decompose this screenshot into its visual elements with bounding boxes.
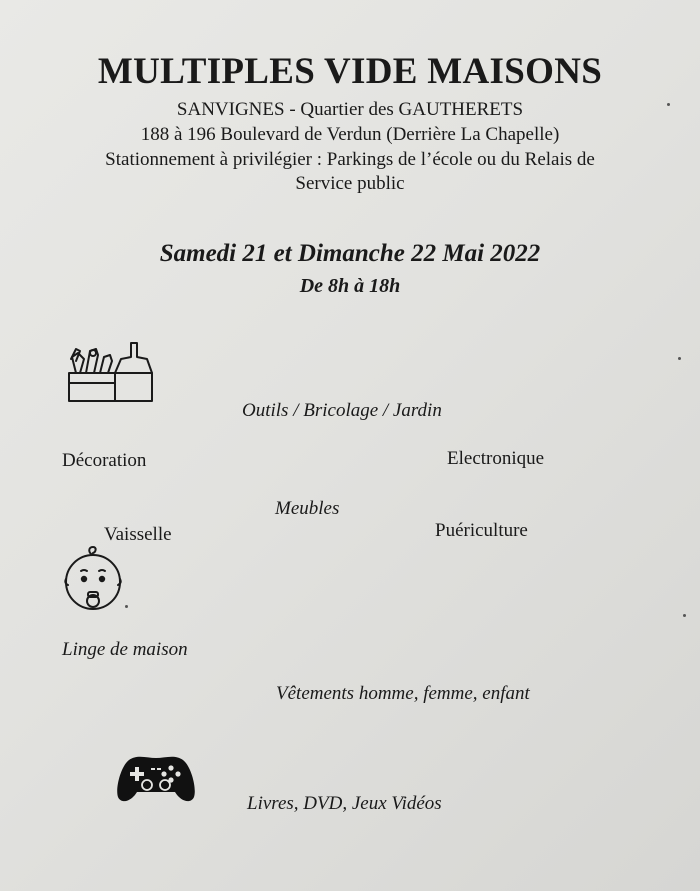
baby-icon — [62, 545, 128, 613]
address-line-2: 188 à 196 Boulevard de Verdun (Derrière La Chapelle) — [140, 124, 560, 145]
category-meubles: Meubles — [275, 498, 340, 519]
paper-speck — [667, 103, 670, 106]
gamepad-icon — [115, 752, 197, 804]
category-decoration: Décoration — [62, 450, 147, 471]
category-vetements: Vêtements homme, femme, enfant — [276, 683, 530, 704]
category-vaisselle: Vaisselle — [104, 524, 172, 545]
address-line-4: Service public — [295, 173, 405, 194]
category-livres: Livres, DVD, Jeux Vidéos — [247, 793, 442, 814]
address-line-3: Stationnement à privilégier : Parkings de l’école ou du Relais de — [105, 149, 595, 170]
category-linge: Linge de maison — [62, 639, 188, 660]
paper-speck — [683, 614, 686, 617]
flyer-title: MULTIPLES VIDE MAISONS — [97, 51, 603, 92]
category-electronique: Electronique — [447, 448, 545, 469]
toolbox-icon — [66, 337, 156, 405]
event-hours: De 8h à 18h — [299, 275, 401, 297]
paper-speck — [125, 605, 128, 608]
address-line-1: SANVIGNES - Quartier des GAUTHERETS — [176, 99, 524, 120]
category-puericulture: Puériculture — [435, 520, 528, 541]
event-date: Samedi 21 et Dimanche 22 Mai 2022 — [159, 240, 541, 267]
category-outils: Outils / Bricolage / Jardin — [242, 400, 442, 421]
paper-speck — [678, 357, 681, 360]
